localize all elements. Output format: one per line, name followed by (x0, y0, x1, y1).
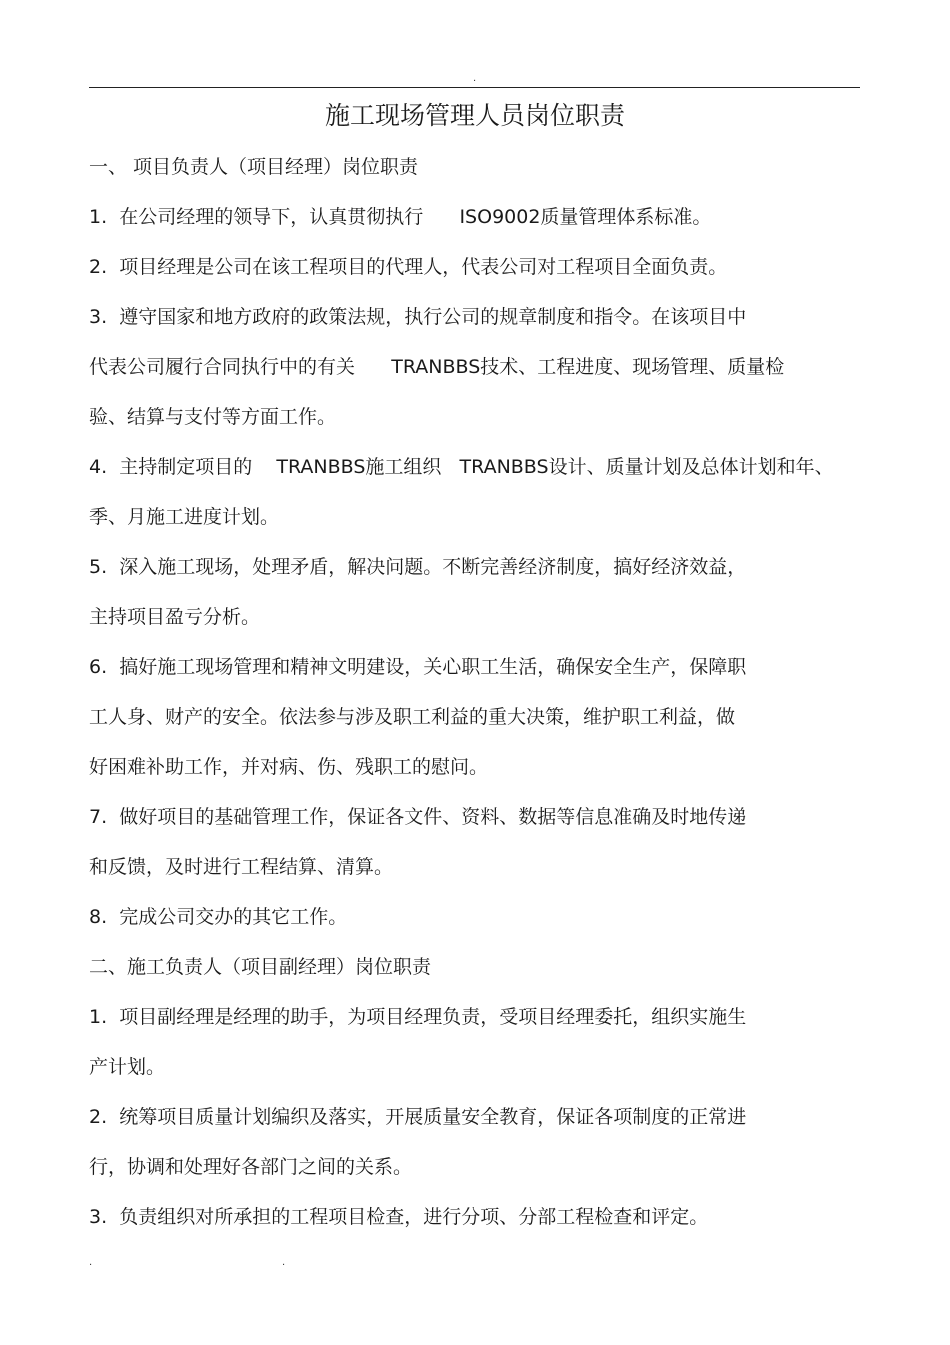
text-line: 和反馈，及时进行工程结算、清算。 (89, 856, 394, 878)
text-line: 行，协调和处理好各部门之间的关系。 (89, 1156, 413, 1178)
text-line: 8. 完成公司交办的其它工作。 (89, 906, 348, 928)
page-title: 施工现场管理人员岗位职责 (324, 101, 625, 130)
text-line: 主持项目盈亏分析。 (89, 606, 261, 628)
text-line: 1. 在公司经理的领导下，认真贯彻执行 ISO9002质量管理体系标准。 (89, 206, 712, 228)
text-line: 工人身、财产的安全。依法参与涉及职工利益的重大决策，维护职工利益，做 (89, 706, 736, 728)
header-rule (89, 87, 860, 88)
text-line: 6. 搞好施工现场管理和精神文明建设，关心职工生活，确保安全生产，保障职 (89, 656, 747, 678)
text-line: 4. 主持制定项目的 TRANBBS施工组织 TRANBBS设计、质量计划及总体计划和年、 (89, 456, 834, 478)
text-line: 2. 统筹项目质量计划编织及落实，开展质量安全教育，保证各项制度的正常进 (89, 1106, 747, 1128)
text-line: 好困难补助工作，并对病、伤、残职工的慰问。 (89, 756, 489, 778)
footer-dot-right: . (282, 1257, 286, 1268)
footer-dot-left: . (89, 1257, 93, 1268)
section-heading-2: 二、施工负责人（项目副经理）岗位职责 (89, 956, 432, 978)
text-line: 3. 负责组织对所承担的工程项目检查，进行分项、分部工程检查和评定。 (89, 1206, 709, 1228)
header-dot: . (473, 73, 477, 84)
text-line: 1. 项目副经理是经理的助手，为项目经理负责，受项目经理委托，组织实施生 (89, 1006, 747, 1028)
text-line: 验、结算与支付等方面工作。 (89, 406, 337, 428)
text-line: 产计划。 (89, 1056, 166, 1078)
section-heading-1: 一、 项目负责人（项目经理）岗位职责 (89, 156, 419, 178)
text-line: 5. 深入施工现场，处理矛盾，解决问题。不断完善经济制度，搞好经济效益， (89, 556, 747, 578)
text-line: 代表公司履行合同执行中的有关 TRANBBS技术、工程进度、现场管理、质量检 (89, 356, 785, 378)
text-line: 2. 项目经理是公司在该工程项目的代理人，代表公司对工程项目全面负责。 (89, 256, 728, 278)
text-line: 7. 做好项目的基础管理工作，保证各文件、资料、数据等信息准确及时地传递 (89, 806, 747, 828)
text-line: 3. 遵守国家和地方政府的政策法规，执行公司的规章制度和指令。在该项目中 (89, 306, 747, 328)
text-line: 季、月施工进度计划。 (89, 506, 280, 528)
